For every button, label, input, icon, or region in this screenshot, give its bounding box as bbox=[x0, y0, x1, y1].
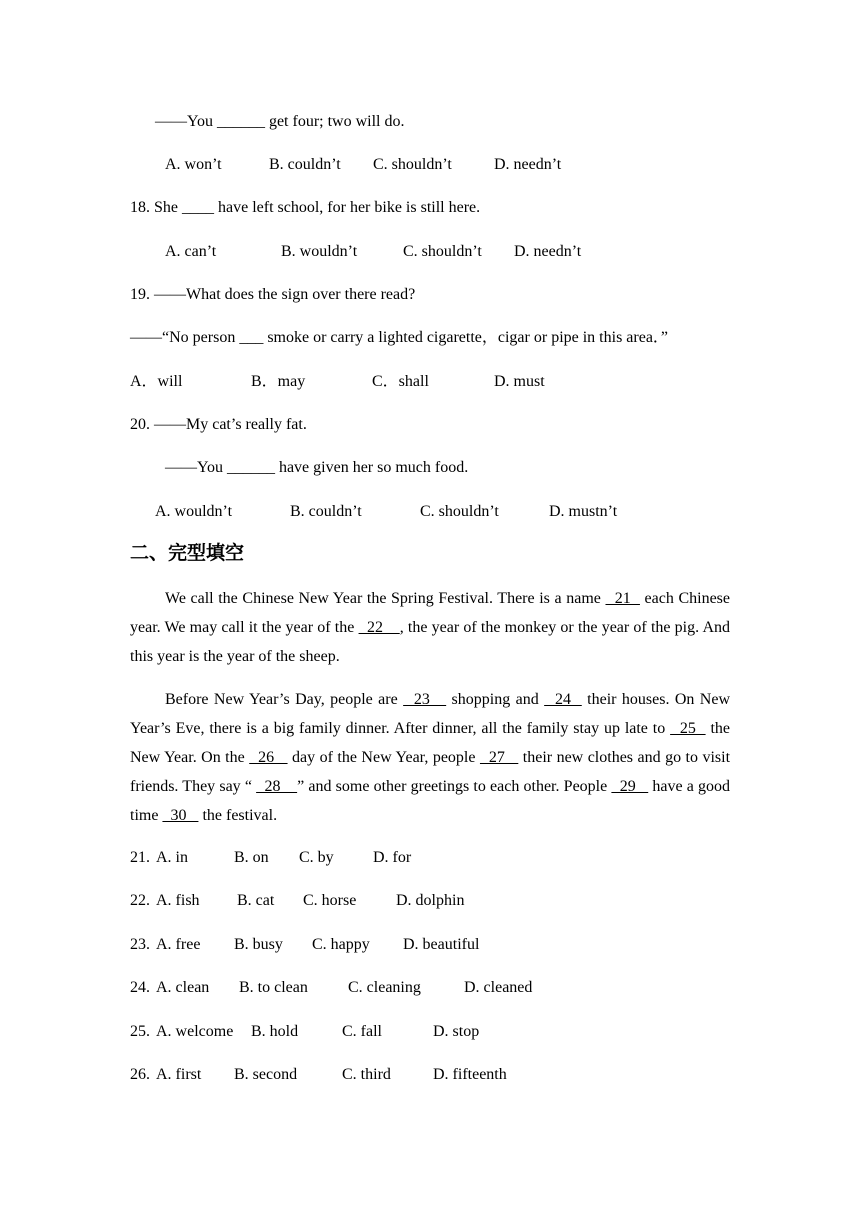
option-a: A. welcome bbox=[156, 1023, 234, 1040]
passage-text: the festival. bbox=[198, 807, 278, 824]
option-b: B. hold bbox=[251, 1023, 299, 1040]
choice-number: 23. bbox=[130, 936, 150, 953]
option-d: D. mustn’t bbox=[549, 503, 618, 520]
passage-text: Before New Year’s Day, people are bbox=[165, 691, 404, 708]
option-a: A. clean bbox=[156, 979, 210, 996]
option-d: D. must bbox=[494, 373, 545, 390]
option-a: A. won’t bbox=[165, 156, 222, 173]
blank-25: 25 bbox=[670, 720, 706, 737]
option-c: C. third bbox=[342, 1066, 391, 1083]
passage-text: , the year of the monkey or the year of the pig. And this year is the year of the sheep. bbox=[130, 619, 731, 665]
blank-30: 30 bbox=[162, 807, 199, 824]
passage-text: the New Year. On the bbox=[130, 720, 731, 766]
choice-number: 24. bbox=[130, 979, 150, 996]
option-c: C. by bbox=[299, 849, 334, 866]
passage-paragraph-1 bbox=[130, 584, 730, 671]
q18-stem: 18. She ____ have left school, for her bike is still here. bbox=[130, 199, 481, 216]
q19-line2: ——“No person ___ smoke or carry a lighted cigarette，cigar or pipe in this area．” bbox=[130, 329, 669, 346]
blank-29: 29 bbox=[611, 778, 649, 795]
blank-24: 24 bbox=[544, 691, 582, 708]
option-a: A. in bbox=[156, 849, 188, 866]
option-c: C. shouldn’t bbox=[403, 243, 482, 260]
option-c: C. horse bbox=[303, 892, 357, 909]
blank-28: 28 bbox=[256, 778, 298, 795]
option-d: D. cleaned bbox=[464, 979, 533, 996]
choice-number: 21. bbox=[130, 849, 150, 866]
option-d: D. needn’t bbox=[514, 243, 582, 260]
option-b: B. wouldn’t bbox=[281, 243, 358, 260]
section-heading: 二、完型填空 bbox=[130, 542, 245, 564]
q19-stem: 19. ——What does the sign over there read? bbox=[130, 286, 416, 303]
choice-number: 25. bbox=[130, 1023, 150, 1040]
option-d: D. for bbox=[373, 849, 412, 866]
passage-paragraph-2 bbox=[130, 685, 730, 830]
passage-text: We call the Chinese New Year the Spring Festival. There is a name bbox=[165, 590, 606, 607]
option-a: A．will bbox=[130, 373, 183, 390]
passage-text: ” and some other greetings to each other. People bbox=[297, 778, 612, 795]
option-d: D. dolphin bbox=[396, 892, 465, 909]
option-a: A. fish bbox=[156, 892, 200, 909]
option-d: D. fifteenth bbox=[433, 1066, 507, 1083]
blank-21: 21 bbox=[605, 590, 640, 607]
passage-text: have a good time bbox=[130, 778, 731, 824]
option-a: A. can’t bbox=[165, 243, 217, 260]
option-b: B. cat bbox=[237, 892, 275, 909]
option-b: B. to clean bbox=[239, 979, 308, 996]
option-a: A. wouldn’t bbox=[155, 503, 233, 520]
blank-23: 23 bbox=[403, 691, 447, 708]
q17-answer-line: ——You ______ get four; two will do. bbox=[155, 113, 405, 130]
option-b: B. second bbox=[234, 1066, 298, 1083]
passage-text: shopping and bbox=[446, 691, 545, 708]
passage-text: each Chinese year. We may call it the year of the bbox=[130, 590, 731, 636]
option-a: A. first bbox=[156, 1066, 202, 1083]
option-d: D. needn’t bbox=[494, 156, 562, 173]
blank-22: 22 bbox=[358, 619, 400, 636]
option-a: A. free bbox=[156, 936, 201, 953]
option-c: C．shall bbox=[372, 373, 429, 390]
passage-text: day of the New Year, people bbox=[287, 749, 480, 766]
option-c: C. cleaning bbox=[348, 979, 421, 996]
option-c: C. shouldn’t bbox=[420, 503, 499, 520]
option-b: B. busy bbox=[234, 936, 283, 953]
option-b: B. on bbox=[234, 849, 269, 866]
option-d: D. beautiful bbox=[403, 936, 480, 953]
choice-number: 26. bbox=[130, 1066, 150, 1083]
q20-line2: ——You ______ have given her so much food. bbox=[165, 459, 469, 476]
option-c: C. happy bbox=[312, 936, 370, 953]
option-b: B. couldn’t bbox=[269, 156, 341, 173]
blank-27: 27 bbox=[479, 749, 519, 766]
option-b: B. couldn’t bbox=[290, 503, 362, 520]
option-d: D. stop bbox=[433, 1023, 480, 1040]
passage-text: their houses. On New Year’s Eve, there is a big family dinner. After dinner, all the family stay up late to bbox=[130, 691, 731, 737]
option-b: B．may bbox=[251, 373, 306, 390]
q20-stem: 20. ——My cat’s really fat. bbox=[130, 416, 307, 433]
blank-26: 26 bbox=[249, 749, 288, 766]
option-c: C. shouldn’t bbox=[373, 156, 452, 173]
passage-text: their new clothes and go to visit friends. They say “ bbox=[130, 749, 731, 795]
option-c: C. fall bbox=[342, 1023, 382, 1040]
choice-number: 22. bbox=[130, 892, 150, 909]
